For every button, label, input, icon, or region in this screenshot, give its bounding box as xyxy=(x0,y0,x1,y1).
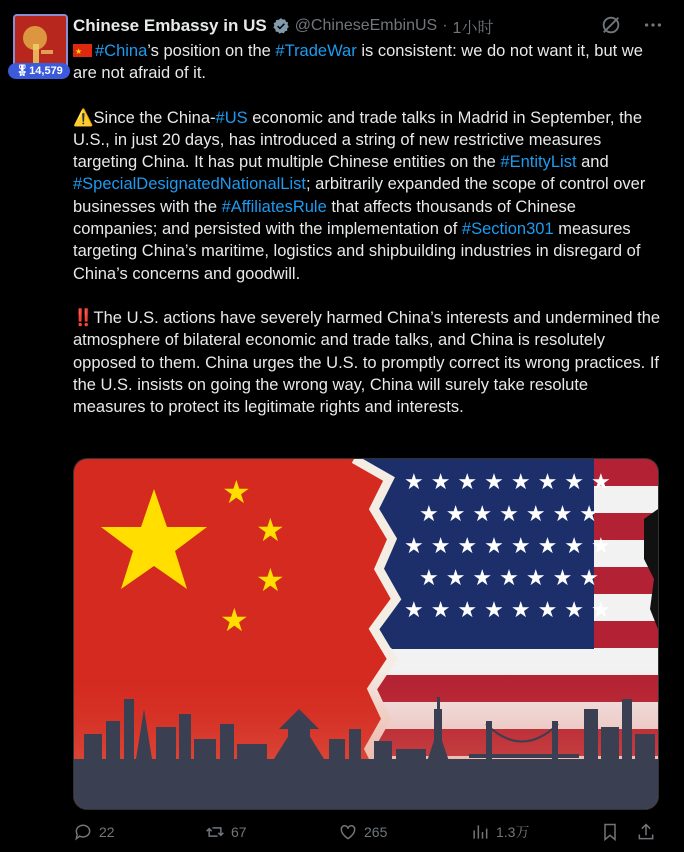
header-separator: · xyxy=(442,17,448,34)
hashtag-tradewar[interactable]: #TradeWar xyxy=(275,42,357,60)
repost-count: 67 xyxy=(231,824,247,840)
views-icon xyxy=(470,822,490,842)
badge-icon: 🎖 xyxy=(15,65,30,77)
paragraph-2-text-d: ; arbitrarily expanded the scope of control over businesses with the xyxy=(73,175,646,216)
share-button[interactable] xyxy=(636,820,656,844)
post-image[interactable] xyxy=(73,458,659,810)
display-name[interactable]: Chinese Embassy in US xyxy=(73,16,267,35)
paragraph-2-text-b: economic and trade talks in Madrid in September, the U.S., in just 20 days, has introduced a string of new restrictive measures targeting China. It has put multiple Chinese entities on the xyxy=(73,108,643,172)
reply-button[interactable] xyxy=(73,820,115,844)
flags-illustration xyxy=(74,459,658,809)
grok-icon[interactable] xyxy=(600,14,622,36)
hashtag-section301[interactable]: #Section301 xyxy=(461,220,554,239)
paragraph-3 xyxy=(73,307,663,418)
svg-text:★: ★ xyxy=(256,561,285,599)
bookmark-button[interactable] xyxy=(600,820,620,844)
paragraph-3-text: The U.S. actions have severely harmed China’s interests and undermined the atmosphere of bilateral economic and trade talks, and China is resolutely opposed to them. China urges the U.S. to promptly correct its wrong practices. If the U.S. insists on going the wrong way, China will surely take resolute measures to protect its legitimate rights and interests. xyxy=(73,308,661,417)
paragraph-1-text-b: is consistent: we do not want it, but we are not afraid of it. xyxy=(73,42,643,83)
hashtag-us[interactable]: #US xyxy=(215,108,248,127)
svg-text:★: ★ xyxy=(256,511,285,549)
hashtag-entitylist[interactable]: #EntityList xyxy=(500,153,577,172)
svg-text:★: ★ xyxy=(220,601,249,639)
more-icon[interactable] xyxy=(642,14,664,36)
warning-icon: ⚠️ xyxy=(73,108,94,127)
svg-text:★ ★ ★ ★ ★ ★ ★: ★ ★ ★ ★ ★ ★ ★ xyxy=(419,566,600,591)
svg-text:★ ★ ★ ★ ★ ★ ★: ★ ★ ★ ★ ★ ★ ★ xyxy=(419,502,600,527)
paragraph-1-text-a: ’s position on the xyxy=(147,42,276,60)
avatar-badge-count: 14,579 xyxy=(29,65,63,77)
paragraph-2-text-e: that affects thousands of Chinese companies; and persisted with the implementation of xyxy=(73,197,576,239)
svg-text:★: ★ xyxy=(222,473,251,511)
post-time[interactable]: 1小时 xyxy=(452,19,494,37)
views-count: 1.3万 xyxy=(496,824,530,840)
views-button[interactable] xyxy=(470,820,529,844)
double-exclamation-icon: ‼️ xyxy=(73,308,94,327)
paragraph-2 xyxy=(73,107,663,285)
action-bar xyxy=(73,820,663,844)
verified-badge-icon xyxy=(272,17,290,35)
hashtag-china[interactable]: #China xyxy=(95,42,148,60)
paragraph-1 xyxy=(73,40,663,85)
svg-text:★ ★ ★ ★ ★ ★ ★ ★: ★ ★ ★ ★ ★ ★ ★ ★ xyxy=(404,470,611,495)
svg-text:★ ★ ★ ★ ★ ★ ★ ★: ★ ★ ★ ★ ★ ★ ★ ★ xyxy=(404,598,611,623)
handle[interactable]: @ChineseEmbinUS xyxy=(294,17,438,34)
paragraph-2-text-f: measures targeting China’s maritime, logistics and shipbuilding industries in disregard of China’s concerns and goodwill. xyxy=(73,220,641,283)
reply-count: 22 xyxy=(99,824,115,840)
header-actions xyxy=(600,14,664,36)
tweet-text xyxy=(73,40,663,440)
paragraph-2-text-c: and xyxy=(576,153,609,172)
svg-text:★ ★ ★ ★ ★ ★ ★ ★: ★ ★ ★ ★ ★ ★ ★ ★ xyxy=(404,534,611,559)
like-icon xyxy=(338,822,358,842)
china-flag-icon xyxy=(73,44,92,57)
avatar-badge xyxy=(8,63,70,79)
paragraph-2-text-a: Since the China- xyxy=(93,108,216,127)
hashtag-sdn-list[interactable]: #SpecialDesignatedNationalList xyxy=(73,175,306,194)
like-count: 265 xyxy=(364,824,388,840)
repost-button[interactable] xyxy=(205,820,247,844)
repost-icon xyxy=(205,822,225,842)
bookmark-icon xyxy=(600,822,620,842)
us-stars xyxy=(404,470,611,623)
tweet-header xyxy=(73,14,493,38)
reply-icon xyxy=(73,822,93,842)
share-icon xyxy=(636,822,656,842)
hashtag-affiliates-rule[interactable]: #AffiliatesRule xyxy=(221,197,327,216)
like-button[interactable] xyxy=(338,820,387,844)
